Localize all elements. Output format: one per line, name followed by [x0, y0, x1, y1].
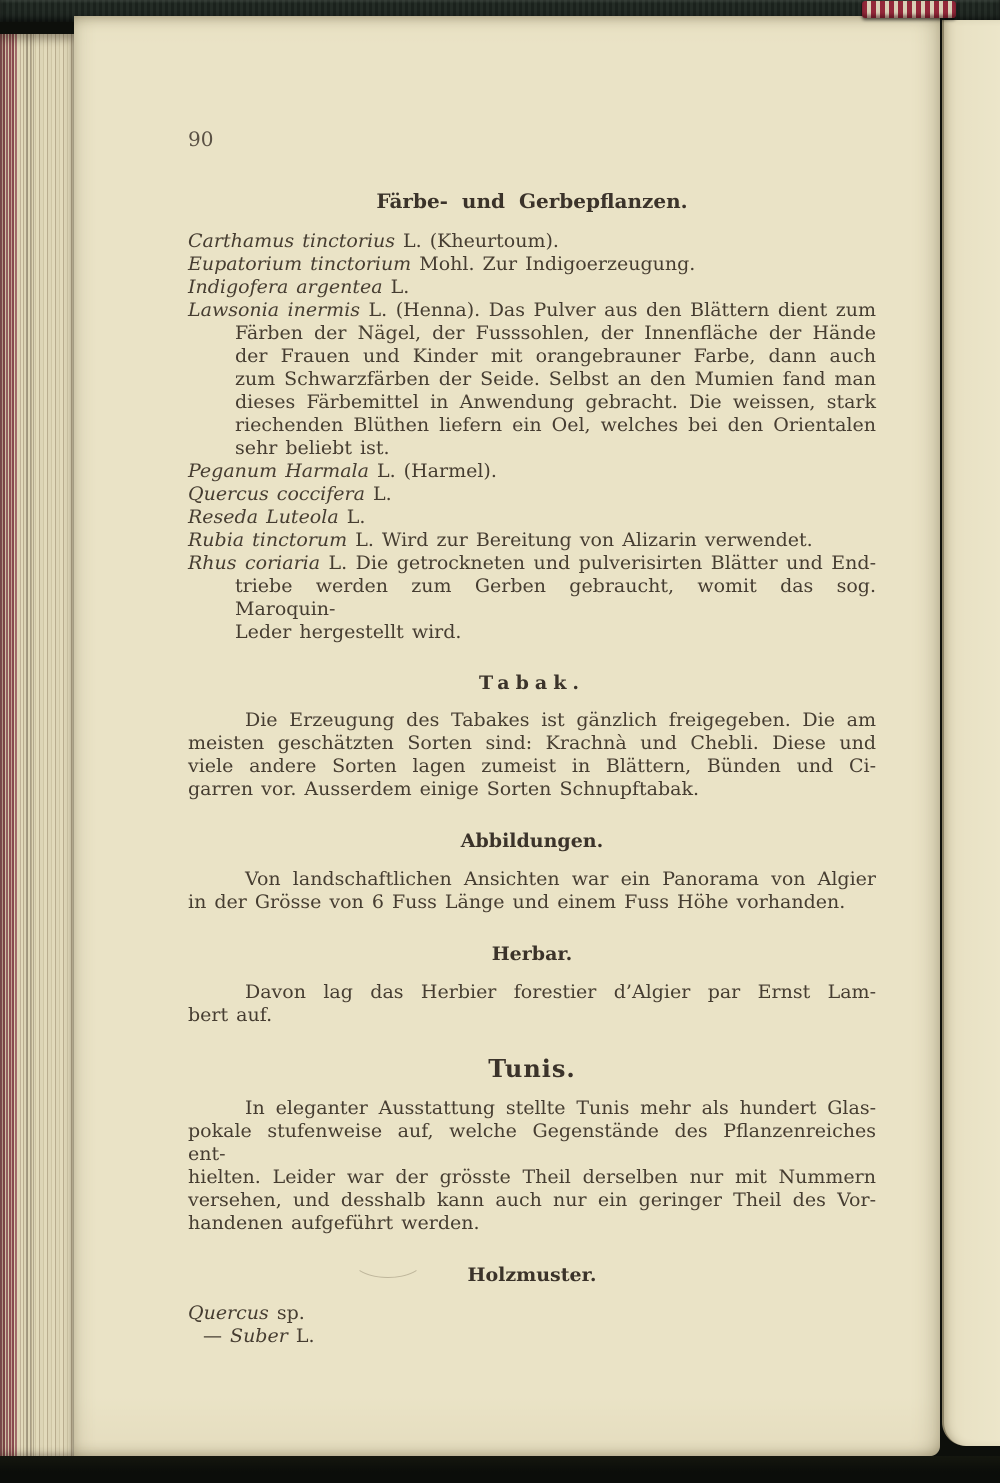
text-line — [203, 1325, 876, 1348]
entry — [188, 253, 876, 276]
book-page — [74, 16, 940, 1456]
latin-name: Peganum Harmala — [188, 460, 369, 482]
latin-name: Eupatorium tinctorium — [188, 253, 412, 275]
para — [188, 709, 876, 801]
heading-sub — [188, 943, 876, 966]
text-line — [188, 190, 876, 213]
text-segment: Davon lag das Herbier forestier d’Algier par Ernst Lam- — [245, 981, 876, 1003]
text-line — [188, 483, 876, 506]
text-segment: Holzmuster. — [467, 1264, 597, 1286]
text-line — [188, 755, 876, 778]
text-segment: Abbildungen. — [460, 830, 604, 852]
text-segment: meisten geschätzten Sorten sind: Krachnà und Chebli. Diese und — [188, 732, 876, 754]
text-segment: der Frauen und Kinder mit orangebrauner Farbe, dann auch — [235, 345, 876, 367]
text-segment: hielten. Leider war der grösste Theil derselben nur mit Nummern — [188, 1166, 876, 1188]
entry — [188, 483, 876, 506]
text-line — [188, 943, 876, 966]
text-line — [188, 621, 876, 644]
text-line — [188, 891, 876, 914]
latin-name: Rubia tinctorum — [188, 529, 348, 551]
entry — [188, 276, 876, 299]
text-segment: L. (Henna). Das Pulver aus den Blättern dient zum — [360, 299, 876, 321]
text-line — [188, 1054, 876, 1083]
page-edges-left — [0, 34, 74, 1462]
text-segment: L. — [382, 276, 410, 298]
pencil-mark — [352, 1242, 424, 1278]
text-segment: zum Schwarzfärben der Seide. Selbst an den Mumien fand man — [235, 368, 876, 390]
text-segment: triebe werden zum Gerben gebraucht, womit das sog. Maroquin- — [235, 575, 876, 620]
text-segment: handenen aufgeführt werden. — [188, 1212, 480, 1234]
text-segment: L. Die getrockneten und pulverisirten Blätter und End- — [320, 552, 876, 574]
text-line — [188, 1212, 876, 1235]
text-segment: garren vor. Ausserdem einige Sorten Schnupftabak. — [188, 778, 700, 800]
latin-name: Suber — [230, 1325, 288, 1347]
heading-large — [188, 1054, 876, 1083]
text-line — [188, 981, 876, 1004]
text-line — [188, 1097, 876, 1120]
latin-name: Quercus coccifera — [188, 483, 365, 505]
text-segment: Färben der Nägel, der Fusssohlen, der Innenfläche der Hände — [235, 322, 876, 344]
text-line — [188, 1264, 876, 1287]
heading-sub — [188, 830, 876, 853]
text-column — [188, 128, 876, 1348]
headband-decoration — [862, 1, 956, 18]
text-line — [188, 322, 876, 345]
facing-page-edge — [942, 20, 1000, 1446]
text-segment: L. — [364, 483, 392, 505]
text-line — [188, 575, 876, 621]
text-segment: L. (Kheurtoum). — [395, 230, 559, 252]
heading-main — [188, 190, 876, 213]
text-segment: Mohl. Zur Indigoerzeugung. — [411, 253, 696, 275]
text-line — [188, 709, 876, 732]
text-line — [188, 1120, 876, 1166]
text-line — [188, 672, 876, 695]
text-line — [188, 1004, 876, 1027]
latin-name: Rhus coriaria — [188, 552, 321, 574]
text-line — [188, 868, 876, 891]
text-line — [188, 230, 876, 253]
entry — [188, 506, 876, 529]
text-line — [188, 368, 876, 391]
text-segment: viele andere Sorten lagen zumeist in Blättern, Bünden und Ci- — [188, 755, 876, 777]
heading-sub — [188, 1264, 876, 1287]
para — [188, 1097, 876, 1235]
text-line — [188, 414, 876, 437]
text-segment: Herbar. — [491, 943, 573, 965]
text-segment: versehen, und desshalb kann auch nur ein geringer Theil des Vor- — [188, 1189, 876, 1211]
text-line — [188, 1302, 876, 1325]
text-line — [188, 529, 876, 552]
entry — [188, 230, 876, 253]
text-segment: L. (Harmel). — [368, 460, 497, 482]
text-segment: Tabak. — [478, 672, 585, 694]
text-line — [188, 552, 876, 575]
text-segment: bert auf. — [188, 1004, 273, 1026]
text-segment: pokale stufenweise auf, welche Gegenstände des Pflanzenreiches ent- — [188, 1120, 876, 1165]
entry — [188, 460, 876, 483]
entry — [188, 529, 876, 552]
text-segment: dieses Färbemittel in Anwendung gebracht. Die weissen, stark — [235, 391, 876, 413]
heading-spaced — [188, 672, 876, 695]
entry — [188, 299, 876, 460]
latin-name: Quercus — [188, 1302, 269, 1324]
text-segment: Die Erzeugung des Tabakes ist gänzlich freigegeben. Die am — [245, 709, 876, 731]
text-segment: — — [203, 1325, 231, 1347]
latin-name: Indigofera argentea — [188, 276, 383, 298]
text-segment: riechenden Blüthen liefern ein Oel, welches bei den Orientalen — [235, 414, 876, 436]
text-segment: in der Grösse von 6 Fuss Länge und einem Fuss Höhe vorhanden. — [188, 891, 846, 913]
page-number: 90 — [188, 127, 214, 151]
text-segment: L. — [338, 506, 366, 528]
latin-name: Carthamus tinctorius — [188, 230, 396, 252]
text-segment: Färbe- und Gerbepflanzen. — [376, 189, 688, 213]
text-line — [188, 345, 876, 368]
text-segment: Leder hergestellt wird. — [235, 621, 462, 643]
text-line — [188, 732, 876, 755]
text-line — [188, 1166, 876, 1189]
latin-name: Lawsonia inermis — [188, 299, 361, 321]
text-line — [188, 778, 876, 801]
text-segment: In eleganter Ausstattung stellte Tunis mehr als hundert Glas- — [245, 1097, 876, 1119]
text-segment: Tunis. — [488, 1054, 576, 1083]
text-line — [188, 460, 876, 483]
text-line — [188, 253, 876, 276]
text-line — [188, 1189, 876, 1212]
entry — [188, 1302, 876, 1325]
text-segment: sp. — [268, 1302, 305, 1324]
entry — [188, 552, 876, 644]
para — [188, 981, 876, 1027]
text-line — [188, 299, 876, 322]
text-segment: sehr beliebt ist. — [235, 437, 390, 459]
para — [188, 868, 876, 914]
book-cover-bottom-edge — [0, 1456, 1000, 1483]
text-line — [188, 437, 876, 460]
text-line — [188, 830, 876, 853]
text-line — [188, 391, 876, 414]
text-segment: L. Wird zur Bereitung von Alizarin verwendet. — [347, 529, 813, 551]
text-line — [188, 506, 876, 529]
entry-dash — [188, 1325, 876, 1348]
text-segment: Von landschaftlichen Ansichten war ein Panorama von Algier — [245, 868, 876, 890]
latin-name: Reseda Luteola — [188, 506, 339, 528]
text-segment: L. — [287, 1325, 315, 1347]
text-line — [188, 276, 876, 299]
